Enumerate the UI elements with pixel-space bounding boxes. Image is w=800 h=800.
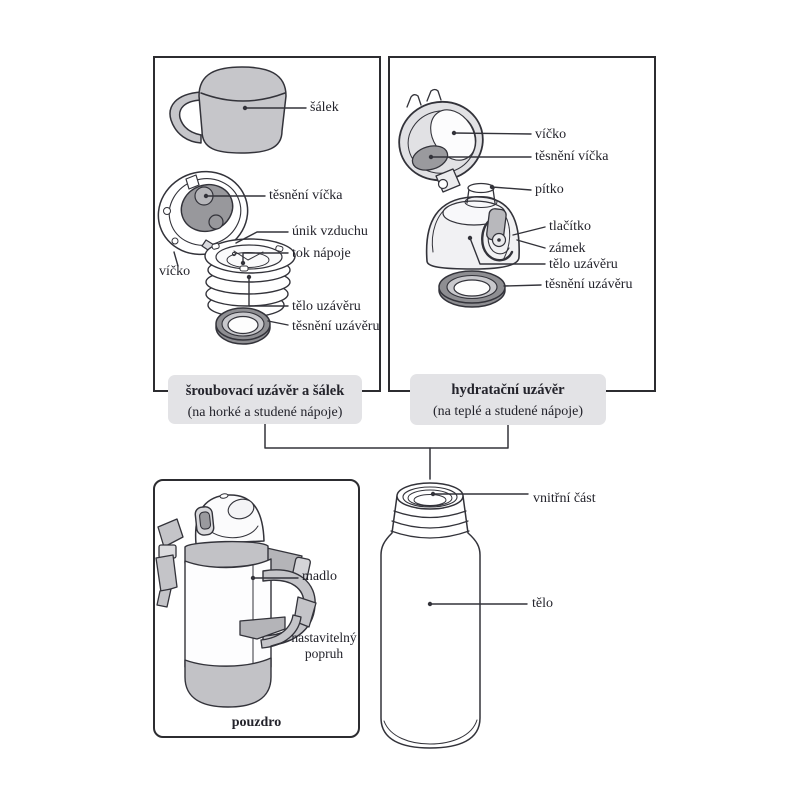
label-adjustable-strap-line2: popruh: [304, 646, 344, 661]
spout-leader: [492, 187, 531, 190]
hydration-cap-caption-subtitle: (na teplé a studené nápoje): [432, 404, 584, 419]
screw-cap-caption-title: šroubovací uzávěr a šálek: [185, 383, 345, 399]
label-air-vent: únik vzduchu: [292, 224, 368, 239]
screw-gasket-drawing: [216, 308, 270, 344]
bottle-drawing: [381, 483, 480, 748]
screw-cap-caption-subtitle: (na horké a studené nápoje): [187, 405, 343, 420]
hydration-gasket-leader: [504, 285, 541, 286]
hydration-cap-caption: [410, 374, 606, 425]
label-adjustable-strap: [285, 630, 363, 662]
hydration-cap-body-drawing: [427, 184, 520, 270]
label-inner-part: vnitřní část: [533, 491, 596, 506]
label-screw-lid-seal: těsnění víčka: [269, 188, 343, 203]
flip-lid-leader: [454, 133, 531, 134]
hydration-cap-caption-title: hydratační uzávěr: [451, 382, 565, 398]
label-cup: šálek: [310, 100, 339, 115]
label-screw-lid: víčko: [159, 264, 191, 279]
label-spout: pítko: [535, 182, 564, 197]
label-screw-cap-body: tělo uzávěru: [292, 299, 361, 314]
label-screw-cap-seal: těsnění uzávěru: [292, 319, 380, 334]
screw-cap-caption: [168, 375, 362, 424]
caption-connectors: [265, 424, 508, 479]
label-hydration-cap-body: tělo uzávěru: [549, 257, 618, 272]
pouch-drawing: [156, 493, 316, 707]
lock-leader: [517, 240, 545, 248]
flip-lid-drawing: [391, 90, 491, 193]
label-drink-flow: tok nápoje: [292, 246, 351, 261]
label-adjustable-strap-line1: nastavitelný: [291, 630, 357, 645]
label-pouch-caption: pouzdro: [231, 715, 282, 730]
cup-drawing: [170, 67, 286, 153]
label-lock: zámek: [549, 241, 586, 256]
screw-gasket-leader: [268, 321, 288, 325]
label-hydration-cap-seal: těsnění uzávěru: [545, 277, 633, 292]
hydration-gasket-drawing: [439, 271, 505, 307]
pouch-body: [185, 559, 271, 667]
label-handle: madlo: [302, 569, 337, 584]
label-bottle-body: tělo: [532, 596, 553, 611]
label-flip-lid-seal: těsnění víčka: [535, 149, 609, 164]
label-button: tlačítko: [549, 219, 591, 234]
label-flip-lid: víčko: [535, 127, 567, 142]
